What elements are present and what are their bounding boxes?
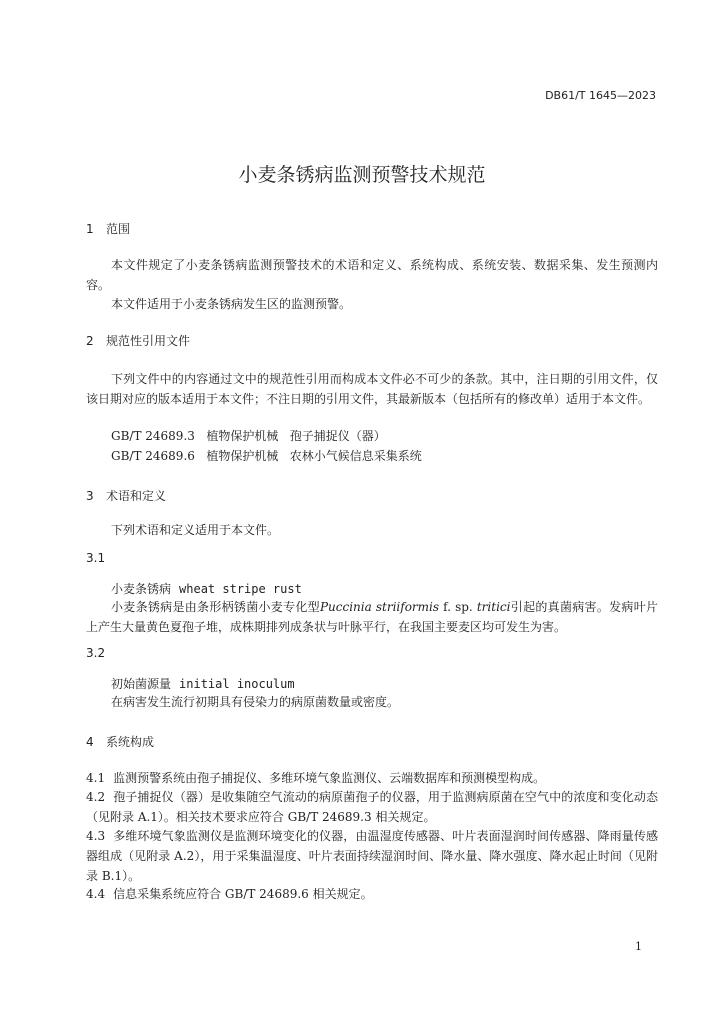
term-heading bbox=[111, 675, 295, 692]
clause-number: 4.2 bbox=[86, 790, 106, 804]
clause-text: 监测预警系统由孢子捕捉仪、多维环境气象监测仪、云端数据库和预测模型构成。 bbox=[113, 771, 546, 785]
normative-reference: GB/T 24689.6 植物保护机械 农林小气候信息采集系统 bbox=[111, 449, 422, 463]
section-title: 系统构成 bbox=[106, 735, 155, 749]
section-heading-1 bbox=[86, 220, 130, 237]
section-title: 范围 bbox=[106, 222, 131, 236]
section-number: 2 bbox=[86, 334, 94, 348]
section-number: 3 bbox=[86, 489, 94, 503]
normative-reference: GB/T 24689.3 植物保护机械 孢子捕捉仪（器） bbox=[111, 429, 386, 443]
clause bbox=[86, 787, 658, 827]
term-number: 3.2 bbox=[86, 646, 106, 660]
term-cn: 初始菌源量 bbox=[111, 677, 172, 691]
section-title: 术语和定义 bbox=[106, 489, 167, 503]
document-title: 小麦条锈病监测预警技术规范 bbox=[238, 164, 486, 186]
clause-text: 多维环境气象监测仪是监测环境变化的仪器，由温湿度传感器、叶片表面湿润时间传感器、降雨量传感器组成（见附录 A.2），用于采集温湿度、叶片表面持续湿润时间、降水量、降水强度、降水起止时间（见附录 B.1）。 bbox=[86, 829, 658, 883]
paragraph: 本文件规定了小麦条锈病监测预警技术的术语和定义、系统构成、系统安装、数据采集、发生预测内容。 bbox=[86, 258, 658, 292]
clause bbox=[86, 768, 658, 788]
clause-number: 4.4 bbox=[86, 887, 106, 901]
clause bbox=[86, 884, 658, 904]
section-heading-3 bbox=[86, 487, 166, 504]
section-number: 1 bbox=[86, 222, 94, 236]
section-heading-4 bbox=[86, 733, 154, 750]
section-number: 4 bbox=[86, 735, 94, 749]
term-en: initial inoculum bbox=[179, 677, 295, 691]
page-number: 1 bbox=[635, 940, 642, 953]
term-en: wheat stripe rust bbox=[179, 582, 302, 596]
term-definition: 在病害发生流行初期具有侵染力的病原菌数量或密度。 bbox=[111, 695, 400, 709]
term-number: 3.1 bbox=[86, 551, 106, 565]
paragraph: 下列术语和定义适用于本文件。 bbox=[111, 523, 280, 537]
clause-number: 4.3 bbox=[86, 829, 106, 843]
term-heading bbox=[111, 580, 302, 597]
clause-number: 4.1 bbox=[86, 771, 106, 785]
paragraph: 下列文件中的内容通过文中的规范性引用而构成本文件必不可少的条款。其中，注日期的引用文件，仅该日期对应的版本适用于本文件；不注日期的引用文件，其最新版本（包括所有的修改单）适用于本文件。 bbox=[86, 372, 658, 406]
clause-text: 孢子捕捉仪（器）是收集随空气流动的病原菌孢子的仪器，用于监测病原菌在空气中的浓度和变化动态（见附录 A.1）。相关技术要求应符合 GB/T 24689.3 相关规定。 bbox=[86, 790, 658, 824]
section-title: 规范性引用文件 bbox=[106, 334, 191, 348]
term-cn: 小麦条锈病 bbox=[111, 582, 172, 596]
clause bbox=[86, 826, 658, 886]
term-definition: 小麦条锈病是由条形柄锈菌小麦专化型Puccinia striiformis f. sp. tritici引起的真菌病害。发病叶片上产生大量黄色夏孢子堆，成株期排列成条状与叶脉平行，在我国主要麦区均可发生为害。 bbox=[86, 600, 658, 634]
paragraph: 本文件适用于小麦条锈病发生区的监测预警。 bbox=[111, 297, 352, 311]
clause-text: 信息采集系统应符合 GB/T 24689.6 相关规定。 bbox=[113, 887, 373, 901]
standard-code: DB61/T 1645—2023 bbox=[545, 89, 656, 102]
section-heading-2 bbox=[86, 332, 190, 349]
